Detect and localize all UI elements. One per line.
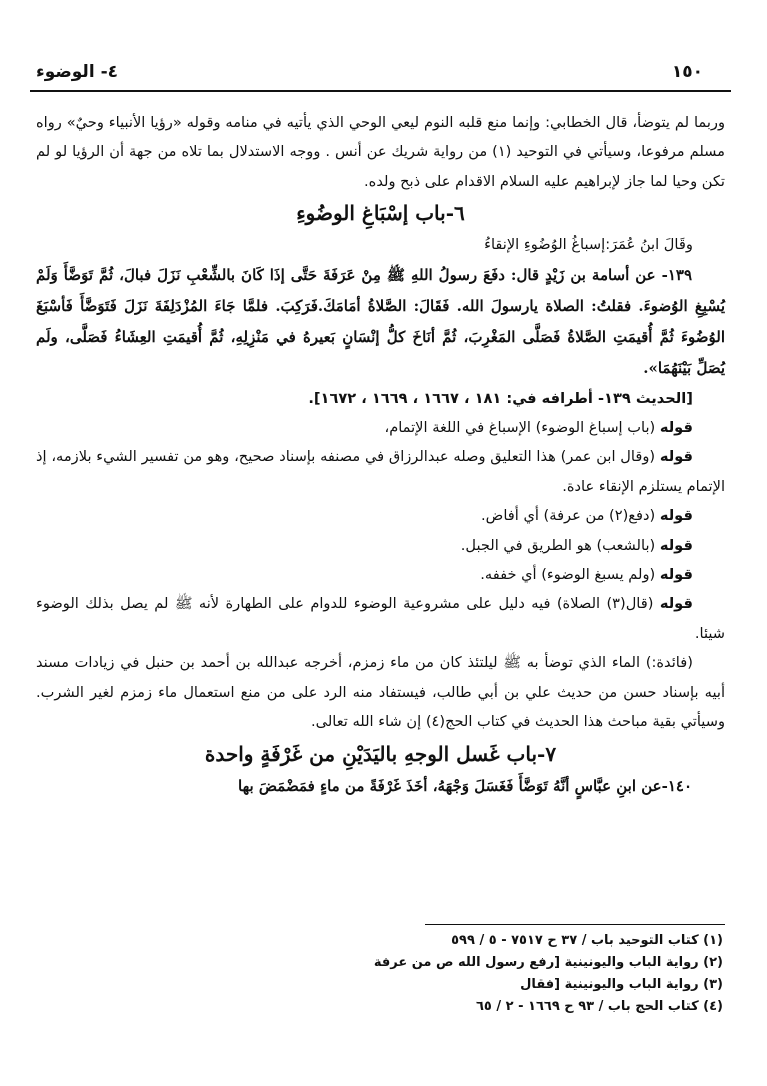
hadith-140: ١٤٠-عن ابنِ عبَّاسٍ أنَّهُ تَوَضَّأَ فَغَسَلَ وَجْهَهُ، أخَذَ غَرْفَةً من ماءٍ فمَضْمَضَ بها — [238, 776, 692, 795]
commentary-item — [36, 442, 725, 501]
commentary-text: (باب إسباغ الوضوء) الإسباغ في اللغة الإتمام، — [384, 419, 656, 437]
commentary-text: (ولم يسبغ الوضوء) أي خففه. — [480, 566, 656, 584]
commentary-lead: قوله — [659, 507, 693, 525]
section-7-title: ٧-باب غَسل الوجهِ باليَدَيْنِ من غَرْفَةٍ واحدة — [204, 741, 557, 766]
footnote-divider — [425, 924, 725, 925]
footnote: (٢) رواية الباب واليونينية [رفع رسول الله ص من عرفة — [373, 955, 723, 970]
page-number: ١٥٠ — [671, 62, 703, 82]
running-header — [30, 60, 731, 92]
commentary-lead: قوله — [659, 536, 693, 554]
commentary-lead: قوله — [659, 566, 693, 584]
commentary-item — [36, 531, 725, 560]
commentary-lead: قوله — [659, 419, 693, 437]
commentary-text: (بالشعب) هو الطريق في الجبل. — [460, 536, 656, 554]
atraf-reference: [الحديث ١٣٩- أطرافه في: ١٨١ ، ١٦٦٧ ، ١٦٦٩ ، ١٦٧٢]. — [308, 389, 693, 407]
commentary-lead: قوله — [659, 595, 693, 613]
commentary-text: (دفع(٢) من عرفة) أي أفاض. — [481, 507, 656, 525]
commentary-item — [36, 560, 725, 589]
intro-paragraph: وربما لم يتوضأ، قال الخطابي: وإنما منع قلبه النوم ليعي الوحي الذي يأتيه في منامه وقوله «رؤيا الأنبياء وحيٌ» رواه مسلم مرفوعا، وسيأتي في التوحيد (١) من رواية شريك عن أنس . ووجه الاستدلال بما تلاه من جهة أن الرؤيا لو لم تكن وحيا لما جاز لإبراهيم عليه السلام الاقدام على ذبح ولده. — [36, 114, 725, 190]
footnote: (٣) رواية الباب واليونينية [فقال — [520, 977, 723, 992]
commentary-item — [36, 413, 725, 442]
commentary-text: (وقال ابن عمر) هذا التعليق وصله عبدالرزاق في مصنفه بإسناد صحيح، وهو من تفسير الشيء بلازمه، إذ الإتمام يستلزم الإنقاء عادة. — [36, 448, 725, 495]
faida-paragraph: (فائدة:) الماء الذي توضأ به ﷺ ليلتئذ كان من ماء زمزم، أخرجه عبدالله بن أحمد بن حنبل في زيادات مسند أبيه بإسناد حسن من حديث علي بن أبي طالب، فيستفاد منه الرد على من منع استعمال ماء زمزم لغير الشرب. وسيأتي بقية مباحث هذا الحديث في كتاب الحج(٤) إن شاء الله تعالى. — [36, 654, 725, 731]
main-text — [36, 108, 725, 802]
footnotes — [303, 930, 723, 1018]
commentary-item — [36, 501, 725, 530]
section-6-title: ٦-باب إسْبَاغِ الوضُوءِ — [296, 201, 465, 226]
commentary-lead: قوله — [659, 448, 693, 466]
hadith-139: ١٣٩- عن أسامة بن زَيْدٍ قال: دفَعَ رسولُ اللهِ ﷺ مِنْ عَرَفَةَ حَتَّى إذَا كَانَ بالشِّعْبِ نَزَلَ فبالَ، ثُمَّ تَوَضَّأَ وَلَمْ يُسْبِغِ الوُضوءَ. فقلتُ: الصلاة يارسولَ الله. فَقَالَ: الصَّلاةُ أمَامَكَ.فَرَكِبَ. فلمَّا جَاءَ المُزْدَلِفَةَ نَزَلَ فَتَوَضَّأَ فَأسْبَغَ الوُضُوءَ ثُمَّ أُقيمَتِ الصَّلاةُ فَصَلَّى المَغْرِبَ، ثُمَّ أنَاخَ كلُّ إنْسَانٍ بَعيرهُ في مَنْزِلِهِ، ثُمَّ أُقيمَتِ العِشَاءُ فَصَلَّى، ولَم يُصَلِّ بَيْنَهُمَا». — [36, 265, 725, 377]
commentary-item — [36, 589, 725, 648]
footnote: (١) كتاب التوحيد باب / ٣٧ ح ٧٥١٧ - ٥ / ٥٩٩ — [451, 933, 723, 948]
footnote: (٤) كتاب الحج باب / ٩٣ ح ١٦٦٩ - ٢ / ٦٥ — [475, 999, 723, 1014]
section-6-quote: وقَالَ ابنُ عُمَرَ:إسباغُ الوُضُوءِ الإنقاءُ — [484, 236, 693, 254]
commentary-text: (قال(٣) الصلاة) فيه دليل على مشروعية الوضوء للدوام على الطهارة لأنه ﷺ لم يصل بذلك الوضوء شيئا. — [36, 595, 725, 642]
chapter-title: ٤- الوضوء — [36, 62, 119, 82]
